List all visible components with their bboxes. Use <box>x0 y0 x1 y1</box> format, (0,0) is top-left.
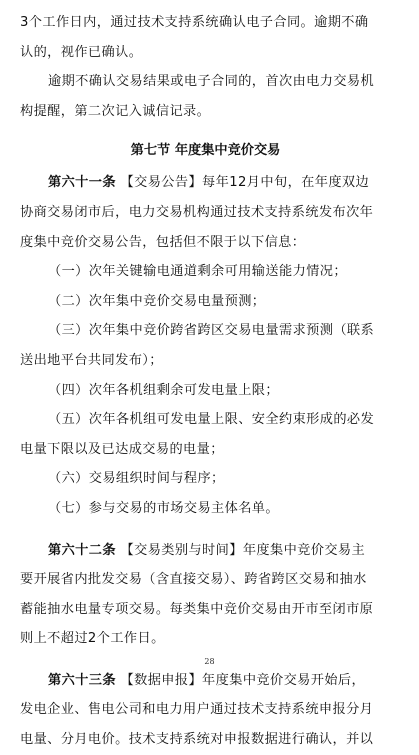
text-line: 协商交易闭市后，电力交易机构通过技术支持系统发布次年 <box>20 204 374 220</box>
article-text: 【数据申报】年度集中竞价交易开始后， <box>120 672 366 688</box>
article-63 <box>20 666 391 755</box>
article-62 <box>20 536 391 654</box>
text-line: 则上不超过2个工作日。 <box>20 631 165 647</box>
text-line: 电量下限以及已达成交易的电量； <box>20 441 224 457</box>
list-item: （一）次年关键输电通道剩余可用输送能力情况； <box>48 264 347 280</box>
article-61 <box>20 168 391 523</box>
list-item: （七）参与交易的市场交易主体名单。 <box>48 500 279 516</box>
article-text: 【交易公告】每年12月中旬，在年度双边 <box>120 175 370 191</box>
list-item: （二）次年集中竞价交易电量预测； <box>48 293 266 309</box>
list-item: （六）交易组织时间与程序； <box>48 471 225 487</box>
text-line: 度集中竞价交易公告，包括但不限于以下信息： <box>20 234 306 250</box>
article-heading: 第六十三条 <box>48 672 116 688</box>
page-number: 28 <box>204 657 215 666</box>
article-heading: 第六十一条 <box>48 175 116 191</box>
text-line: 发电企业、售电公司和电力用户通过技术支持系统申报分月 <box>20 702 374 718</box>
text-line: 认的，视作已确认。 <box>20 44 143 60</box>
article-first-line <box>20 666 391 696</box>
text-line: 3个工作日内，通过技术支持系统确认电子合同。逾期不确 <box>20 15 369 30</box>
text-line: 送出地平台共同发布）； <box>20 352 163 368</box>
text-line: 构提醒，第二次记入诚信记录。 <box>20 103 211 119</box>
text-line: 要开展省内批发交易（含直接交易）、跨省跨区交易和抽水 <box>20 572 367 588</box>
text-line: 蓄能抽水电量专项交易。每类集中竞价交易由开市至闭市原 <box>20 601 374 617</box>
section-title: 第七节 年度集中竞价交易 <box>130 143 281 159</box>
text-line: 逾期不确认交易结果或电子合同的，首次由电力交易机 <box>48 74 375 90</box>
article-text: 【交易类别与时间】年度集中竞价交易主 <box>120 542 366 558</box>
article-heading: 第六十二条 <box>48 542 116 558</box>
article-first-line <box>20 168 391 198</box>
article-first-line <box>20 536 391 566</box>
paragraph-continued <box>20 8 391 126</box>
text-line: 电量、分月电价。技术支持系统对申报数据进行确认，并以 <box>20 732 374 748</box>
list-item: （四）次年各机组剩余可发电量上限； <box>48 382 279 398</box>
list-item: （五）次年各机组可发电量上限、安全约束形成的必发 <box>48 412 375 428</box>
list-item: （三）次年集中竞价跨省跨区交易电量需求预测（联系 <box>48 323 375 339</box>
